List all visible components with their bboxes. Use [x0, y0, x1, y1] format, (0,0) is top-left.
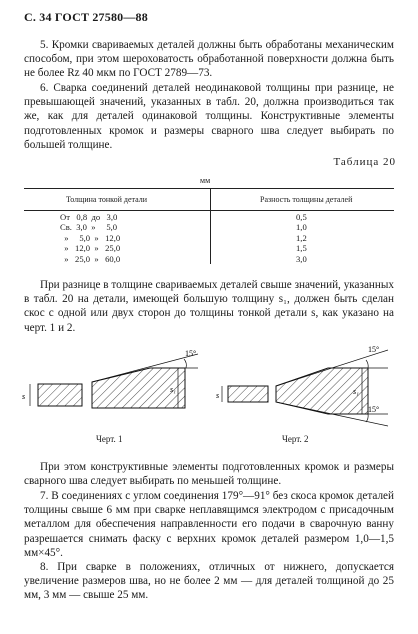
- paragraph-note-text: При этом конструктивные элементы подготовленных кромок и размеры сварного шва следует выбирать по меньшей толщине.: [24, 461, 394, 488]
- angle-label-top: 15°: [368, 345, 380, 354]
- angle-label: 15°: [185, 349, 197, 358]
- figure-1-drawing: [20, 340, 215, 430]
- paragraph-6: [24, 81, 394, 152]
- paragraph-7-text: 7. В соединениях с углом соединения 179°—91° без скоса кромок деталей толщины свыше 6 мм при сварке неплавящимся электродом с присадочным металлом для обеспечения направленности его подачи в сварочную ванну разрешается снимать фаску с верхних кромок деталей размером 1,0—1,5 мм×45°.: [24, 490, 394, 559]
- table-cell: Св. 3,0 » 5,0: [60, 222, 118, 233]
- page-header: С. 34 ГОСТ 27580—88: [24, 10, 148, 24]
- paragraph-note: [24, 460, 394, 488]
- thin-plate: [38, 384, 82, 406]
- table-cell: 1,0: [296, 222, 307, 233]
- s-label: s: [22, 392, 26, 401]
- table-col2-values: [296, 212, 307, 264]
- s1-label: s₁: [170, 385, 176, 394]
- table-col1-values: [60, 212, 120, 264]
- table-col2-header: Разность толщины деталей: [260, 195, 353, 204]
- table-cell: 1,2: [296, 232, 307, 243]
- angle-label-bottom: 15°: [368, 405, 380, 414]
- table-cell: 3,0: [296, 253, 307, 264]
- paragraph-after-table-text: При разнице в толщине свариваемых деталей свыше значений, указанных в табл. 20 на детали, имеющей большую толщину s₁, должен быть сделан скос с одной или двух сторон до толщины тонкой детали s, как указано на черт. 1 и 2.: [24, 279, 394, 334]
- figure-2-caption: Черт. 2: [282, 434, 309, 444]
- table-col1-header: Толщина тонкой детали: [66, 195, 147, 204]
- table-cell: От 0,8 до 3,0: [60, 212, 118, 222]
- angle-arc: [184, 359, 186, 368]
- figure-2-drawing: [218, 340, 408, 430]
- angle-arc-top: [366, 360, 368, 368]
- table-header-rule: [24, 210, 394, 211]
- table-top-rule: [24, 188, 394, 189]
- thin-plate: [228, 386, 268, 402]
- table-cell: 0,5: [296, 212, 307, 222]
- paragraph-5-text: 5. Кромки свариваемых деталей должны быть обработаны механическим способом, при этом шероховатость обработанной поверхности должна быть не более Rz 40 мкм по ГОСТ 2789—73.: [24, 39, 394, 80]
- figure-1-caption: Черт. 1: [96, 434, 123, 444]
- table-cell: 1,5: [296, 243, 307, 254]
- paragraph-8-text: 8. При сварке в положениях, отличных от нижнего, допускается увеличение размеров шва, но не более 2 мм — для деталей толщиной до 25 мм, 3 мм — свыше 25 мм.: [24, 561, 394, 602]
- table-unit: мм: [200, 176, 211, 185]
- s1-label: s₁: [353, 387, 359, 396]
- paragraph-5: [24, 38, 394, 81]
- table-cell: » 5,0 » 12,0: [60, 232, 121, 243]
- paragraph-8: [24, 560, 394, 603]
- table-column-divider: [210, 188, 211, 264]
- table-cell: » 12,0 » 25,0: [60, 243, 121, 254]
- paragraph-6-text: 6. Сварка соединений деталей неодинаковой толщины при разнице, не превышающей значений, указанных в табл. 20, должна производиться так же, как для деталей одинаковой толщины. Конструктивные элементы подготовленных кромок и размеры сварного шва следует выбирать по большей толщине.: [24, 82, 394, 151]
- s-label: s: [216, 391, 220, 400]
- paragraph-7: [24, 489, 394, 560]
- table-cell: » 25,0 » 60,0: [60, 253, 121, 264]
- table-caption: Таблица 20: [333, 156, 396, 168]
- paragraph-after-table: [24, 278, 394, 335]
- angle-arc-bottom: [366, 414, 368, 422]
